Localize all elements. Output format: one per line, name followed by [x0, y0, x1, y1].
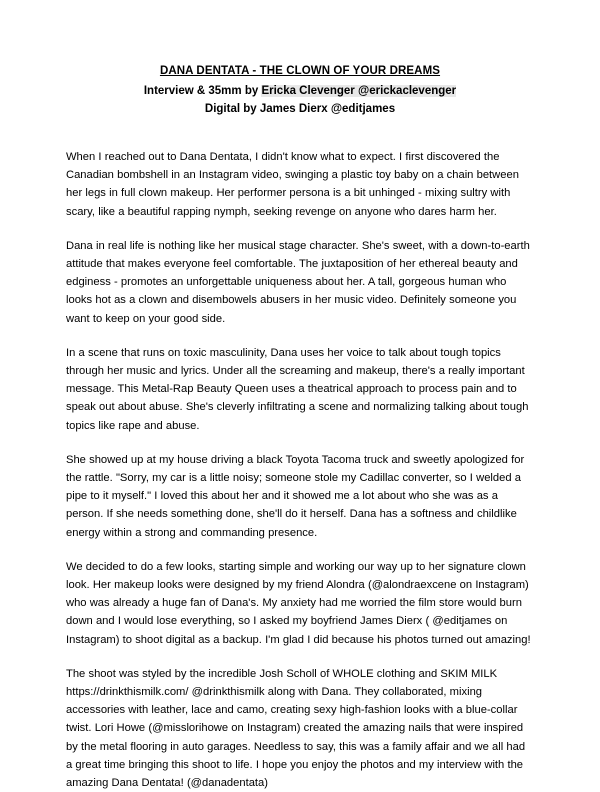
paragraph: In a scene that runs on toxic masculinity, Dana uses her voice to talk about tough topics through her music and lyrics. Under all the screaming and makeup, there's a really important message. This Metal-Rap Beauty Queen uses a theatrical approach to process pain and to speak out about abuse. She's cleverly infiltrating a scene and normalizing talking about tough topics like rape and abuse. — [66, 346, 529, 432]
document-header — [66, 62, 534, 118]
byline — [66, 83, 534, 100]
paragraph: She showed up at my house driving a black Toyota Tacoma truck and sweetly apologized for the rattle. "Sorry, my car is a little noisy; someone stole my Cadillac converter, so I welded a pipe to it myself." I loved this about her and it showed me a lot about who she was as a person. If she needs something done, she'll do it herself. Dana has a softness and childlike energy within a strong and commanding presence. — [66, 453, 525, 539]
paragraph: When I reached out to Dana Dentata, I didn't know what to expect. I first discovered the Canadian bombshell in an Instagram video, swinging a plastic toy baby on a chain between her legs in full clown makeup. Her performer persona is a bit unhinged - mixing sultry with scary, like a beautiful rapping nymph, seeking revenge on anyone who dares harm her. — [66, 151, 519, 218]
byline-credit-highlight: Ericka Clevenger @erickaclevenger — [261, 85, 457, 97]
paragraph: The shoot was styled by the incredible Josh Scholl of WHOLE clothing and SKIM MILK https://drinkthismilk.com/ @drinkthismilk along with Dana. They collaborated, mixing accessories with leather, lace and camo, creating sexy high-fashion looks with a blue-collar twist. Lori Howe (@misslorihowe on Instagram) created the amazing nails that were inspired by the metal flooring in auto garages. Needless to say, this was a family affair and we all had a great time bringing this shoot to life. I hope you enjoy the photos and my interview with the amazing Dana Dentata! (@danadentata) — [66, 667, 526, 790]
paragraph: Dana in real life is nothing like her musical stage character. She's sweet, with a down-to-earth attitude that makes everyone feel comfortable. The juxtaposition of her ethereal beauty and edginess - promotes an unforgettable uniqueness about her. A tall, gorgeous human who looks hot as a clown and disembowels abusers in her music video. Definitely someone you want to keep on your good side. — [66, 239, 530, 325]
page-title: DANA DENTATA - THE CLOWN OF YOUR DREAMS — [159, 65, 441, 77]
byline-prefix: Interview & 35mm by — [143, 85, 262, 97]
article-body — [66, 148, 534, 792]
paragraph: We decided to do a few looks, starting simple and working our way up to her signature clown look. Her makeup looks were designed by my friend Alondra (@alondraexcene on Instagram) who was already a huge fan of Dana's. My anxiety had me worried the film store would burn down and I would lose everything, so I asked my boyfriend James Dierx ( @editjames on Instagram) to shoot digital as a backup. I'm glad I did because his photos turned out amazing! — [66, 560, 531, 646]
digital-credit: Digital by James Dierx @editjames — [204, 103, 396, 115]
